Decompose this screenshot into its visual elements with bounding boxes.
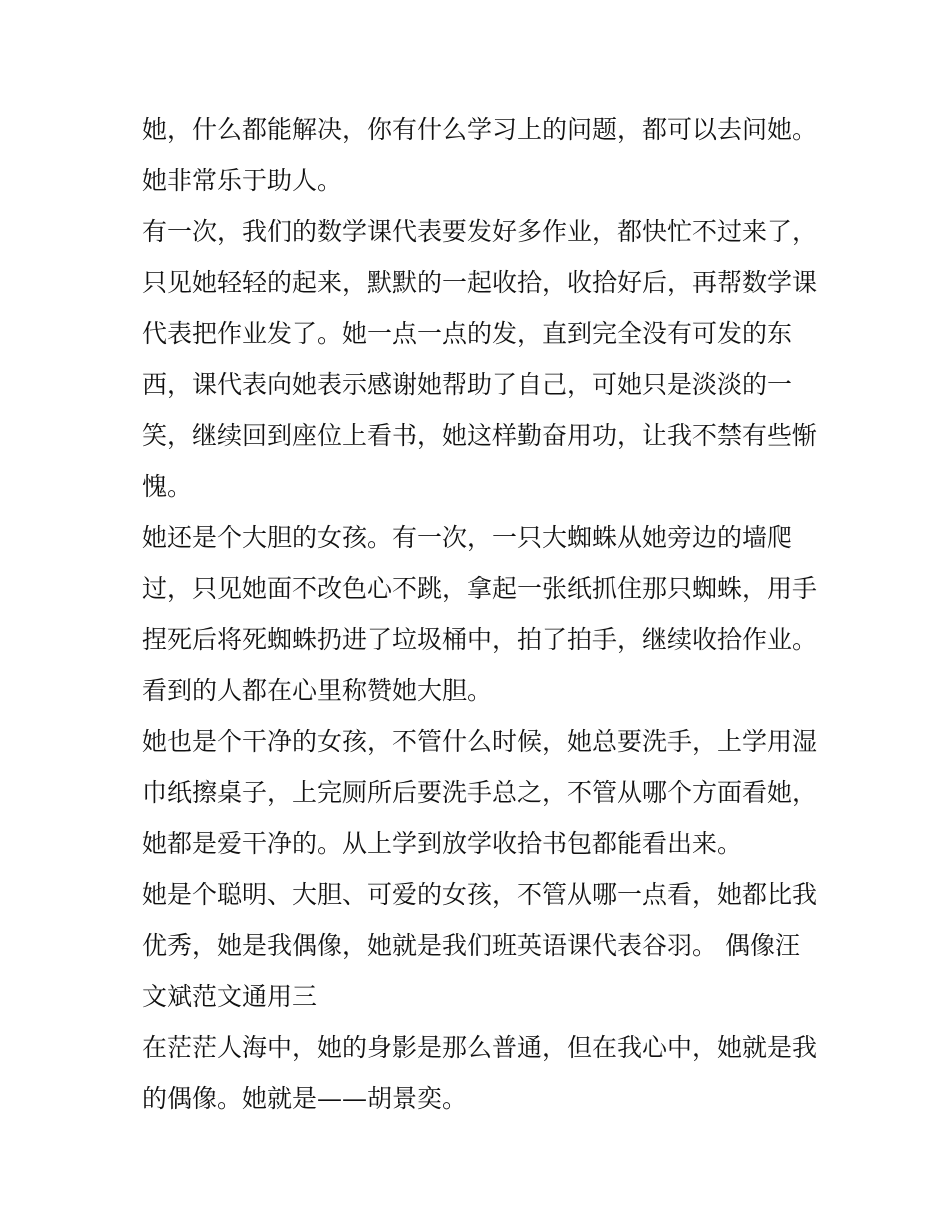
text-line: 她是个聪明、大胆、可爱的女孩，不管从哪一点看，她都比我 xyxy=(142,880,818,909)
document-body xyxy=(142,104,822,1124)
text-line: 西，课代表向她表示感谢她帮助了自己，可她只是淡淡的一 xyxy=(142,370,793,399)
text-line: 巾纸擦桌子，上完厕所后要洗手总之，不管从哪个方面看她， xyxy=(142,778,818,807)
text-line: 只见她轻轻的起来，默默的一起收拾，收拾好后，再帮数学课 xyxy=(142,268,818,297)
text-line: 看到的人都在心里称赞她大胆。 xyxy=(142,676,493,705)
text-line: 笑，继续回到座位上看书，她这样勤奋用功，让我不禁有些惭 xyxy=(142,421,818,450)
text-line: 有一次，我们的数学课代表要发好多作业，都快忙不过来了， xyxy=(142,217,818,246)
text-line: 的偶像。她就是——胡景奕。 xyxy=(142,1084,468,1113)
text-line: 愧。 xyxy=(142,472,193,501)
text-line: 代表把作业发了。她一点一点的发，直到完全没有可发的东 xyxy=(142,319,793,348)
text-line: 优秀，她是我偶像，她就是我们班英语课代表谷羽。 偶像汪 xyxy=(142,931,800,960)
text-line: 她非常乐于助人。 xyxy=(142,166,343,195)
text-line: 捏死后将死蜘蛛扔进了垃圾桶中，拍了拍手，继续收拾作业。 xyxy=(142,625,818,654)
text-line: 文斌范文通用三 xyxy=(142,982,318,1011)
text-line: 她还是个大胆的女孩。有一次，一只大蜘蛛从她旁边的墙爬 xyxy=(142,523,793,552)
text-line: 在茫茫人海中，她的身影是那么普通，但在我心中，她就是我 xyxy=(142,1033,818,1062)
text-line: 她也是个干净的女孩，不管什么时候，她总要洗手，上学用湿 xyxy=(142,727,818,756)
text-line: 过，只见她面不改色心不跳，拿起一张纸抓住那只蜘蛛，用手 xyxy=(142,574,818,603)
text-line: 她都是爱干净的。从上学到放学收拾书包都能看出来。 xyxy=(142,829,743,858)
text-line: 她，什么都能解决，你有什么学习上的问题，都可以去问她。 xyxy=(142,115,818,144)
